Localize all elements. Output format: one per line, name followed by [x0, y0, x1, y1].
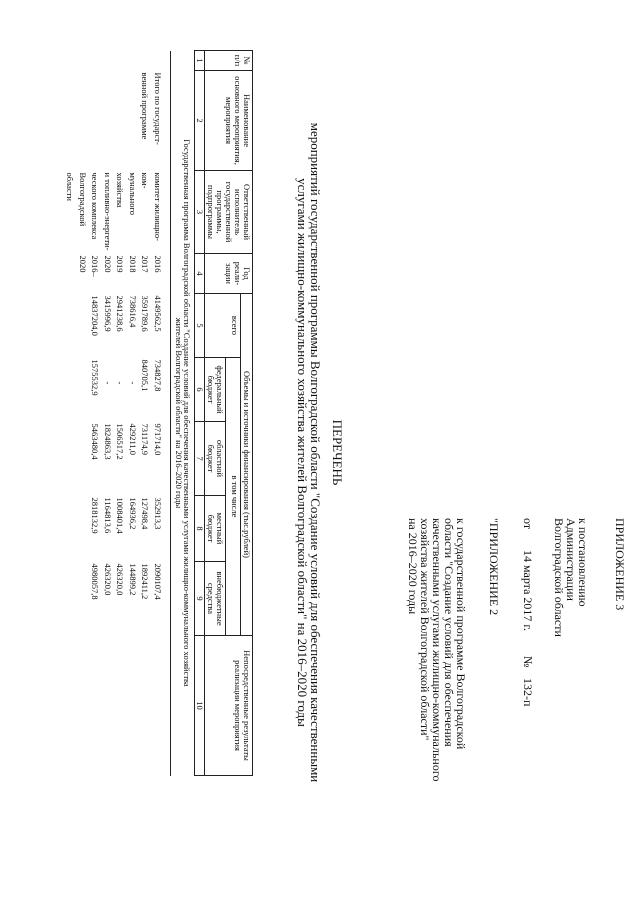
regional-value: 971714,0 — [152, 423, 163, 456]
result-header-line: реализации мероприятия — [233, 660, 244, 751]
federal-value: - — [115, 381, 126, 385]
year-header — [205, 254, 253, 294]
extra-value: 2090107,4 — [152, 563, 163, 600]
section-title-row — [170, 51, 195, 776]
to-program-line-5: на 2016–2020 годы — [406, 518, 420, 615]
federal-value: - — [127, 381, 138, 385]
appendix-number: ПРИЛОЖЕНИЕ 3 — [613, 518, 627, 611]
local-value: 164936,2 — [127, 497, 138, 530]
executor-line: Волгоградской области — [65, 172, 88, 227]
federal-header — [205, 358, 226, 422]
to-resolution-line-2: Администрации — [564, 518, 578, 601]
federal-value: 1575532,9 — [90, 359, 101, 396]
extra-value: 426320,0 — [102, 563, 113, 596]
column-number: 5 — [195, 294, 205, 358]
local-header-line: местный — [215, 512, 226, 545]
column-number: 7 — [195, 422, 205, 496]
total-row-regional — [63, 422, 171, 496]
including-header: в том числе — [226, 358, 241, 636]
executor-header-line: государственной — [224, 181, 235, 243]
column-number: 9 — [195, 562, 205, 636]
executor-header-line: программы, — [215, 190, 226, 234]
result-header-line: Непосредственные результаты — [242, 650, 252, 761]
total-row-total — [63, 294, 171, 358]
total-row-num — [63, 51, 171, 71]
federal-header-line: федеральный — [215, 365, 226, 414]
year-value: 2018 — [127, 255, 138, 273]
executor-line: комитет жилищно-ком- — [140, 172, 163, 241]
to-resolution-line-1: к постановлению — [576, 518, 590, 607]
extra-value: 144899,2 — [127, 563, 138, 596]
executor-line: мунального хозяйства — [115, 172, 138, 215]
funding-header: Объемы и источники финансирования (тыс.рублей) — [241, 294, 253, 636]
total-row-extra — [63, 562, 171, 636]
regional-header — [205, 422, 226, 496]
year-value: 2017 — [140, 255, 151, 273]
executor-line: и топливно-энергети- — [102, 172, 113, 251]
num-header — [205, 51, 253, 71]
total-value: 4149562,5 — [152, 295, 163, 332]
extra-header-line: средства — [206, 582, 217, 615]
total-row-local — [63, 496, 171, 562]
section-title — [170, 51, 195, 776]
regional-value: 1824863,3 — [102, 423, 113, 460]
local-value: 1008401,4 — [115, 497, 126, 534]
year-header-line: реали- — [233, 261, 244, 286]
total-value: 3415996,9 — [102, 295, 113, 332]
regional-header-line: областной — [215, 439, 226, 478]
total-header: всего — [205, 294, 241, 358]
local-value: 1164813,6 — [102, 497, 113, 534]
regional-header-line: бюджет — [206, 444, 217, 473]
total-row-years — [63, 254, 171, 294]
resolution-number: 132-п — [521, 678, 535, 707]
total-value: 14837204,0 — [90, 295, 101, 336]
extra-header-line: внебюджетные — [215, 571, 226, 626]
column-number-row — [195, 51, 205, 776]
year-value: 2020 — [102, 255, 113, 273]
total-name-line: венной программе — [140, 72, 151, 140]
column-number: 3 — [195, 171, 205, 254]
name-header-line: основного мероприятия, — [233, 76, 244, 165]
measures-table — [63, 50, 253, 776]
federal-header-line: бюджет — [206, 375, 217, 404]
to-program-line-4: хозяйства жителей Волгоградской области" — [418, 518, 432, 741]
regional-value: 731174,9 — [140, 423, 151, 456]
regional-value: 5463480,4 — [90, 423, 101, 460]
local-value: 127498,4 — [140, 497, 151, 530]
total-row-federal — [63, 358, 171, 422]
extra-value: 4980057,8 — [90, 563, 101, 600]
to-program-line-3: качественными услугами жилищно-коммунального — [430, 518, 444, 782]
document-title: ПЕРЕЧЕНЬ — [330, 419, 345, 486]
name-header-line: мероприятия — [224, 96, 235, 145]
to-program-line-1: к государственной программе Волгоградской — [454, 518, 468, 750]
total-row — [63, 51, 171, 776]
local-header — [205, 496, 226, 562]
extra-header — [205, 562, 226, 636]
section-title-line: Государственная программа Волгоградской области "Создание условий для обеспечения качественными услугами жилищно-коммунального хозяйства — [182, 139, 193, 687]
local-value: 2818132,9 — [90, 497, 101, 534]
column-number: 6 — [195, 358, 205, 422]
year-value: 2016–2020 — [77, 255, 101, 277]
column-number: 8 — [195, 496, 205, 562]
executor-header-line: подпрограммы — [206, 185, 217, 239]
subtitle-line-1: мероприятий государственной программы Волгоградской области "Создание условий для обеспечения качественными — [308, 122, 323, 783]
num-header-line: № — [242, 56, 252, 65]
subtitle-line-2: услугами жилищно-коммунального хозяйства жителей Волгоградской области" на 2016–2020 годы — [295, 178, 310, 727]
section-title-line: жителей Волгоградской области" на 2016–2020 годы — [173, 317, 184, 509]
column-number: 10 — [195, 636, 205, 776]
appendix2-heading: "ПРИЛОЖЕНИЕ 2 — [487, 518, 501, 616]
extra-value: 426320,0 — [115, 563, 126, 596]
executor-line: ческого комплекса — [90, 172, 101, 240]
number-prefix: № — [521, 656, 535, 668]
executor-header — [205, 171, 253, 254]
regional-value: 429211,0 — [127, 423, 138, 456]
federal-value: - — [102, 381, 113, 385]
resolution-date: 14 марта 2017 г. — [521, 550, 535, 631]
to-program-line-2: области "Создание условий для обеспечения — [442, 518, 456, 747]
total-row-result — [63, 636, 171, 776]
regional-value: 1506517,2 — [115, 423, 126, 460]
executor-header-line: Ответственный — [242, 184, 252, 240]
column-number: 4 — [195, 254, 205, 294]
year-value: 2016 — [152, 255, 163, 273]
total-value: 738616,4 — [127, 295, 138, 328]
federal-value: 840705,1 — [140, 359, 151, 392]
name-header-line: Наименование — [242, 94, 252, 147]
total-row-executor — [63, 171, 171, 254]
year-header-line: Год — [242, 267, 252, 280]
year-header-line: зации — [224, 263, 235, 284]
total-value: 2941238,6 — [115, 295, 126, 332]
federal-value: 734827,8 — [152, 359, 163, 392]
total-name-line: Итого по государст- — [152, 72, 163, 145]
num-header-line: п/п — [233, 54, 244, 67]
name-header — [205, 71, 253, 171]
to-resolution-line-3: Волгоградской области — [552, 518, 566, 637]
column-number: 2 — [195, 71, 205, 171]
total-row-name — [63, 71, 171, 171]
local-value: 352913,3 — [152, 497, 163, 530]
header-row-1 — [241, 51, 253, 776]
date-prefix: от — [521, 518, 535, 530]
total-value: 3591789,6 — [140, 295, 151, 332]
extra-value: 1892411,2 — [140, 563, 151, 600]
year-value: 2019 — [115, 255, 126, 273]
result-header — [205, 636, 253, 776]
column-number: 1 — [195, 51, 205, 71]
executor-header-line: исполнитель — [233, 189, 244, 235]
local-header-line: бюджет — [206, 514, 217, 543]
